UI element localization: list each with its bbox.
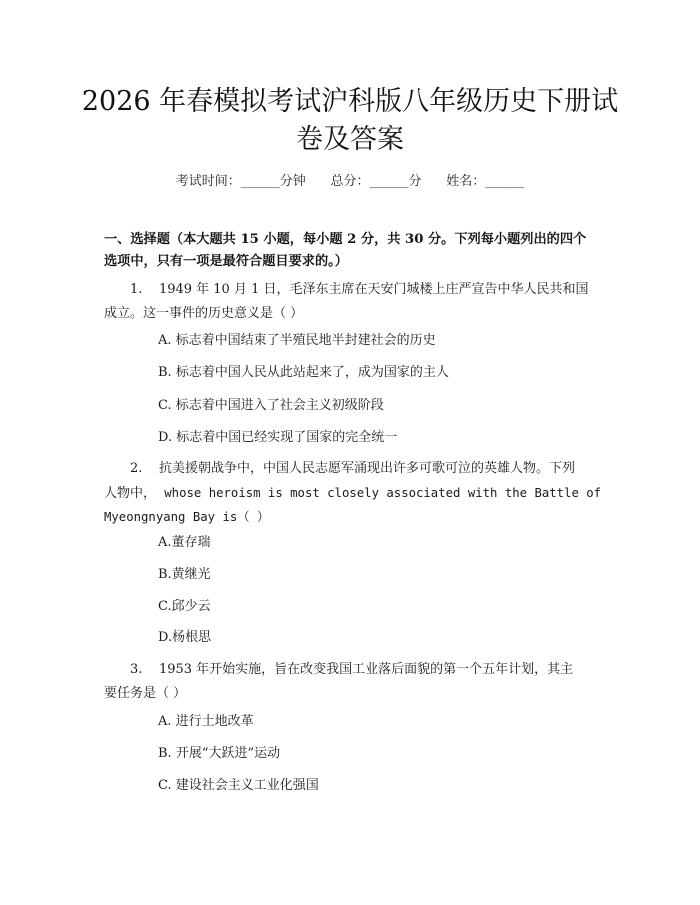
question-2-option-c: C.邱少云 bbox=[158, 599, 211, 614]
question-2-line-2 bbox=[104, 481, 604, 506]
question-3-line-2: 要任务是（ ） bbox=[104, 686, 187, 701]
question-3-option-a: A. 进行土地改革 bbox=[158, 714, 254, 729]
question-1-option-a: A. 标志着中国结束了半殖民地半封建社会的历史 bbox=[158, 333, 436, 348]
exam-title-line-2: 卷及答案 bbox=[296, 124, 404, 155]
question-1-number: 1. bbox=[130, 282, 143, 297]
question-2-option-d: D.杨根思 bbox=[158, 630, 212, 645]
question-1-line-2: 成立。这一事件的历史意义是（ ） bbox=[104, 306, 304, 321]
question-2-line-3: Myeongnyang Bay is（ ） bbox=[104, 510, 270, 524]
question-2-option-b: B.黄继光 bbox=[158, 567, 211, 582]
question-3-option-c: C. 建设社会主义工业化强国 bbox=[158, 778, 319, 793]
question-3-text: 1953 年开始实施，旨在改变我国工业落后面貌的第一个五年计划，其主 bbox=[158, 662, 574, 677]
question-1-line-1 bbox=[104, 278, 604, 302]
question-2-text: 抗美援朝战争中，中国人民志愿军涌现出许多可歌可泣的英雄人物。下列 bbox=[158, 461, 575, 476]
question-1-option-d: D. 标志着中国已经实现了国家的完全统一 bbox=[158, 430, 398, 445]
question-1-option-c: C. 标志着中国进入了社会主义初级阶段 bbox=[158, 398, 384, 413]
question-2-option-a: A.董存瑞 bbox=[158, 535, 211, 550]
question-1-text: 1949 年 10 月 1 日，毛泽东主席在天安门城楼上庄严宣告中华人民共和国 bbox=[158, 282, 589, 297]
question-2-text-en: whose heroism is most closely associated with the Battle of bbox=[164, 486, 602, 500]
question-3-option-b: B. 开展“大跃进”运动 bbox=[158, 746, 281, 761]
question-3-line-1 bbox=[104, 658, 604, 682]
question-2-number: 2. bbox=[130, 461, 143, 476]
exam-info-line: 考试时间：______分钟 总分：______分 姓名：______ bbox=[175, 174, 525, 189]
exam-title-line-1: 2026 年春模拟考试沪科版八年级历史下册试 bbox=[81, 86, 619, 117]
question-1-option-b: B. 标志着中国人民从此站起来了，成为国家的主人 bbox=[158, 365, 449, 380]
question-2-line-1 bbox=[104, 457, 604, 481]
question-2-text-cn: 人物中， bbox=[104, 486, 157, 501]
section-heading-line-2: 选项中，只有一项是最符合题目要求的。） bbox=[104, 254, 348, 269]
question-3-number: 3. bbox=[130, 662, 143, 677]
section-heading-line-1: 一、选择题（本大题共 15 小题，每小题 2 分，共 30 分。下列每小题列出的四个 bbox=[104, 232, 587, 247]
